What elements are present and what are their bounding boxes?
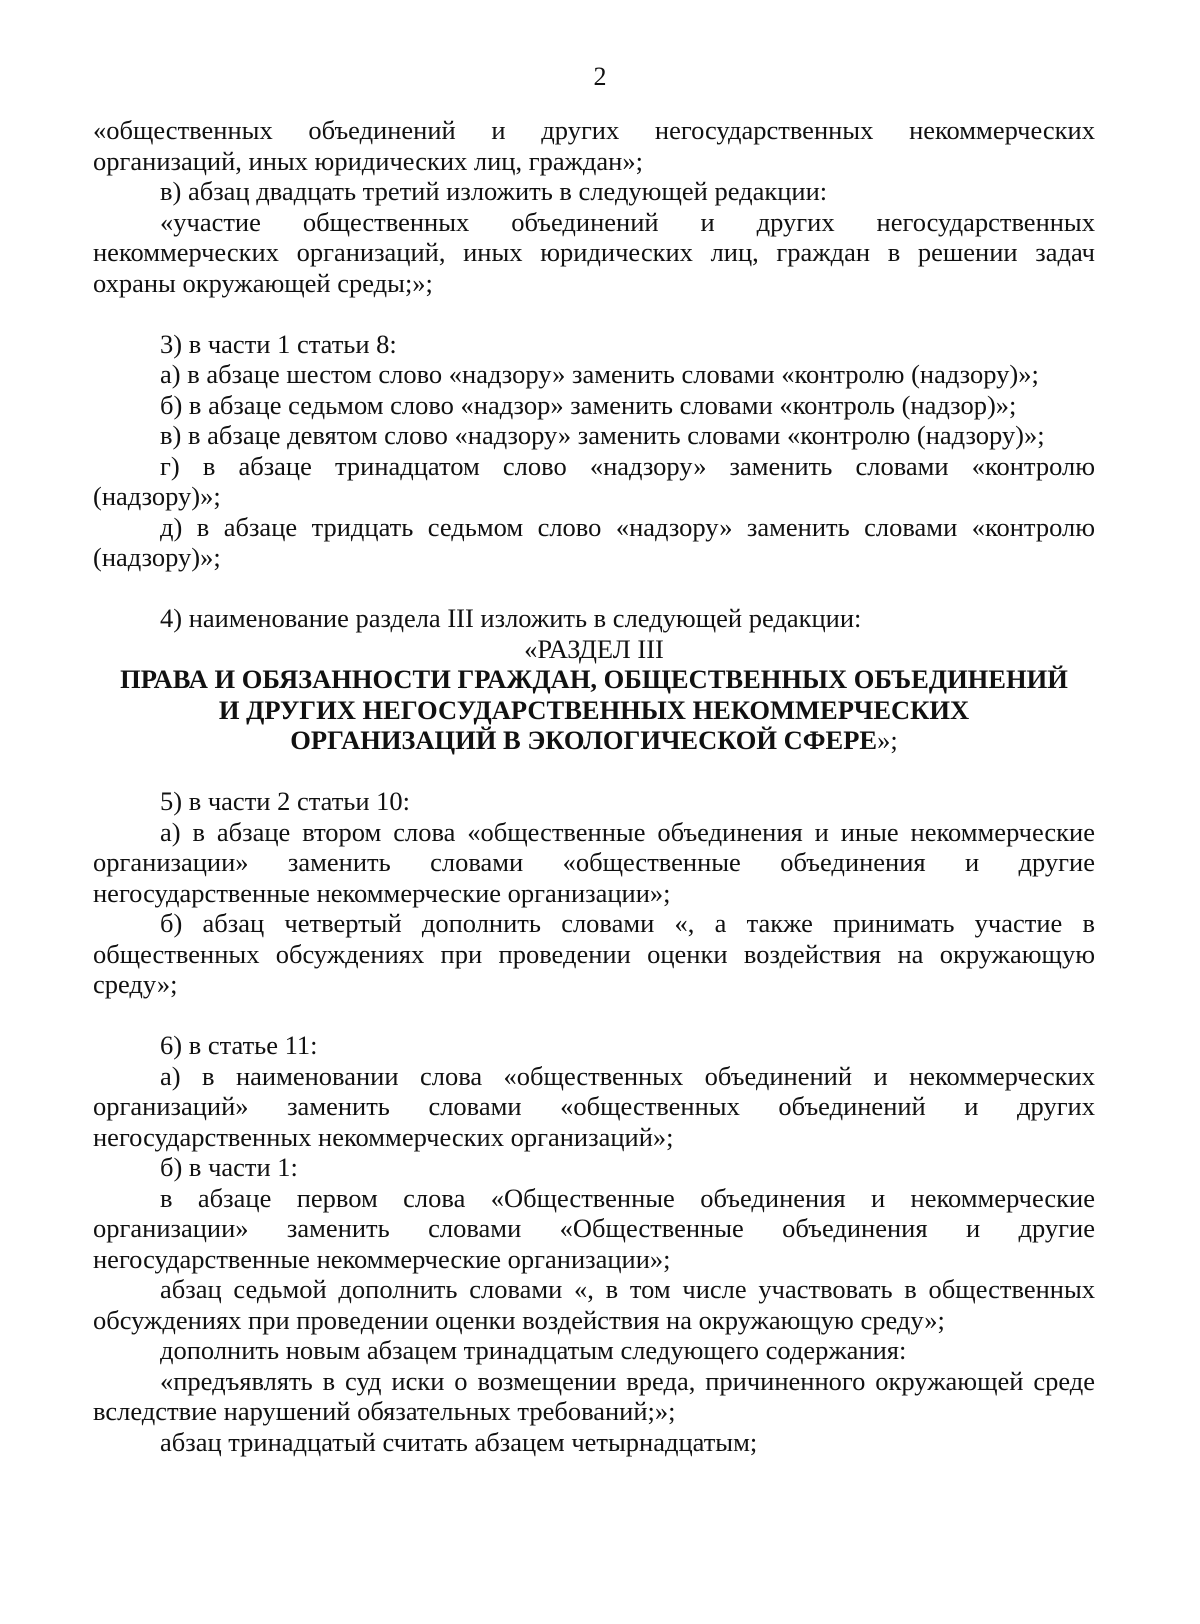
item-6-b-5: абзац тринадцатый считать абзацем четырнадцатым;: [160, 1426, 758, 1457]
item-3-g: г) в абзаце тринадцатом слово «надзору» заменить словами «контролю (надзору)»;: [93, 450, 1095, 511]
paragraph-quote-continuation: «общественных объединений и других негосударственных некоммерческих организаций, иных юридических лиц, граждан»;: [93, 115, 1095, 176]
section-heading-line-2: И ДРУГИХ НЕГОСУДАРСТВЕННЫХ НЕКОММЕРЧЕСКИХ: [218, 694, 970, 725]
paragraph-quote-participation: «участие общественных объединений и других негосударственных некоммерческих организаций, иных юридических лиц, граждан в решении задач охраны окружающей среды;»;: [93, 206, 1095, 298]
item-3-b: б) в абзаце седьмом слово «надзор» заменить словами «контроль (надзор)»;: [160, 389, 1017, 420]
item-5-a: а) в абзаце втором слова «общественные объединения и иные некоммерческие организации» заменить словами «общественные объединения и другие негосударственные некоммерческие организации»;: [93, 816, 1095, 908]
section-heading-tail: »;: [877, 725, 898, 755]
item-5-intro: 5) в части 2 статьи 10:: [160, 786, 411, 816]
section-heading-line-3: ОРГАНИЗАЦИЙ В ЭКОЛОГИЧЕСКОЙ СФЕРЕ: [290, 725, 878, 755]
item-3-d: д) в абзаце тридцать седьмом слово «надзору» заменить словами «контролю (надзору)»;: [93, 511, 1095, 572]
section-heading: [93, 664, 1095, 756]
paragraph-spacer: [93, 573, 1095, 604]
item-4-intro: 4) наименование раздела III изложить в следующей редакции:: [160, 603, 862, 633]
document-body: [93, 115, 1095, 1457]
item-6-b-3: дополнить новым абзацем тринадцатым следующего содержания:: [160, 1335, 907, 1365]
paragraph-item-v: в) абзац двадцать третий изложить в следующей редакции:: [160, 176, 828, 206]
item-6-b: б) в части 1:: [160, 1152, 298, 1182]
item-3-a: а) в абзаце шестом слово «надзору» заменить словами «контролю (надзору)»;: [160, 359, 1039, 389]
page-number: 2: [593, 62, 607, 91]
item-5-b: б) абзац четвертый дополнить словами «, а также принимать участие в общественных обсуждениях при проведении оценки воздействия на окружающую среду»;: [93, 908, 1095, 999]
item-3-v: в) в абзаце девятом слово «надзору» заменить словами «контролю (надзору)»;: [160, 420, 1045, 450]
section-label: «РАЗДЕЛ III: [524, 633, 664, 664]
paragraph-spacer: [93, 1000, 1095, 1031]
item-6-b-4: «предъявлять в суд иски о возмещении вреда, причиненного окружающей среде вследствие нарушений обязательных требований;»;: [93, 1365, 1095, 1426]
item-6-b-1: в абзаце первом слова «Общественные объединения и некоммерческие организации» заменить словами «Общественные объединения и другие негосударственные некоммерческие организации»;: [93, 1182, 1095, 1274]
item-6-a: а) в наименовании слова «общественных объединений и некоммерческих организаций» заменить словами «общественных объединений и других негосударственных некоммерческих организаций»;: [93, 1060, 1095, 1152]
paragraph-spacer: [93, 756, 1095, 787]
section-heading-line-3-wrap: [93, 725, 1095, 756]
paragraph-spacer: [93, 298, 1095, 329]
item-6-b-2: абзац седьмой дополнить словами «, в том числе участвовать в общественных обсуждениях при проведении оценки воздействия на окружающую среду»;: [93, 1274, 1095, 1335]
item-6-intro: 6) в статье 11:: [160, 1030, 318, 1060]
item-3-intro: 3) в части 1 статьи 8:: [160, 328, 397, 359]
section-heading-line-1: ПРАВА И ОБЯЗАННОСТИ ГРАЖДАН, ОБЩЕСТВЕННЫХ ОБЪЕДИНЕНИЙ: [120, 664, 1068, 694]
